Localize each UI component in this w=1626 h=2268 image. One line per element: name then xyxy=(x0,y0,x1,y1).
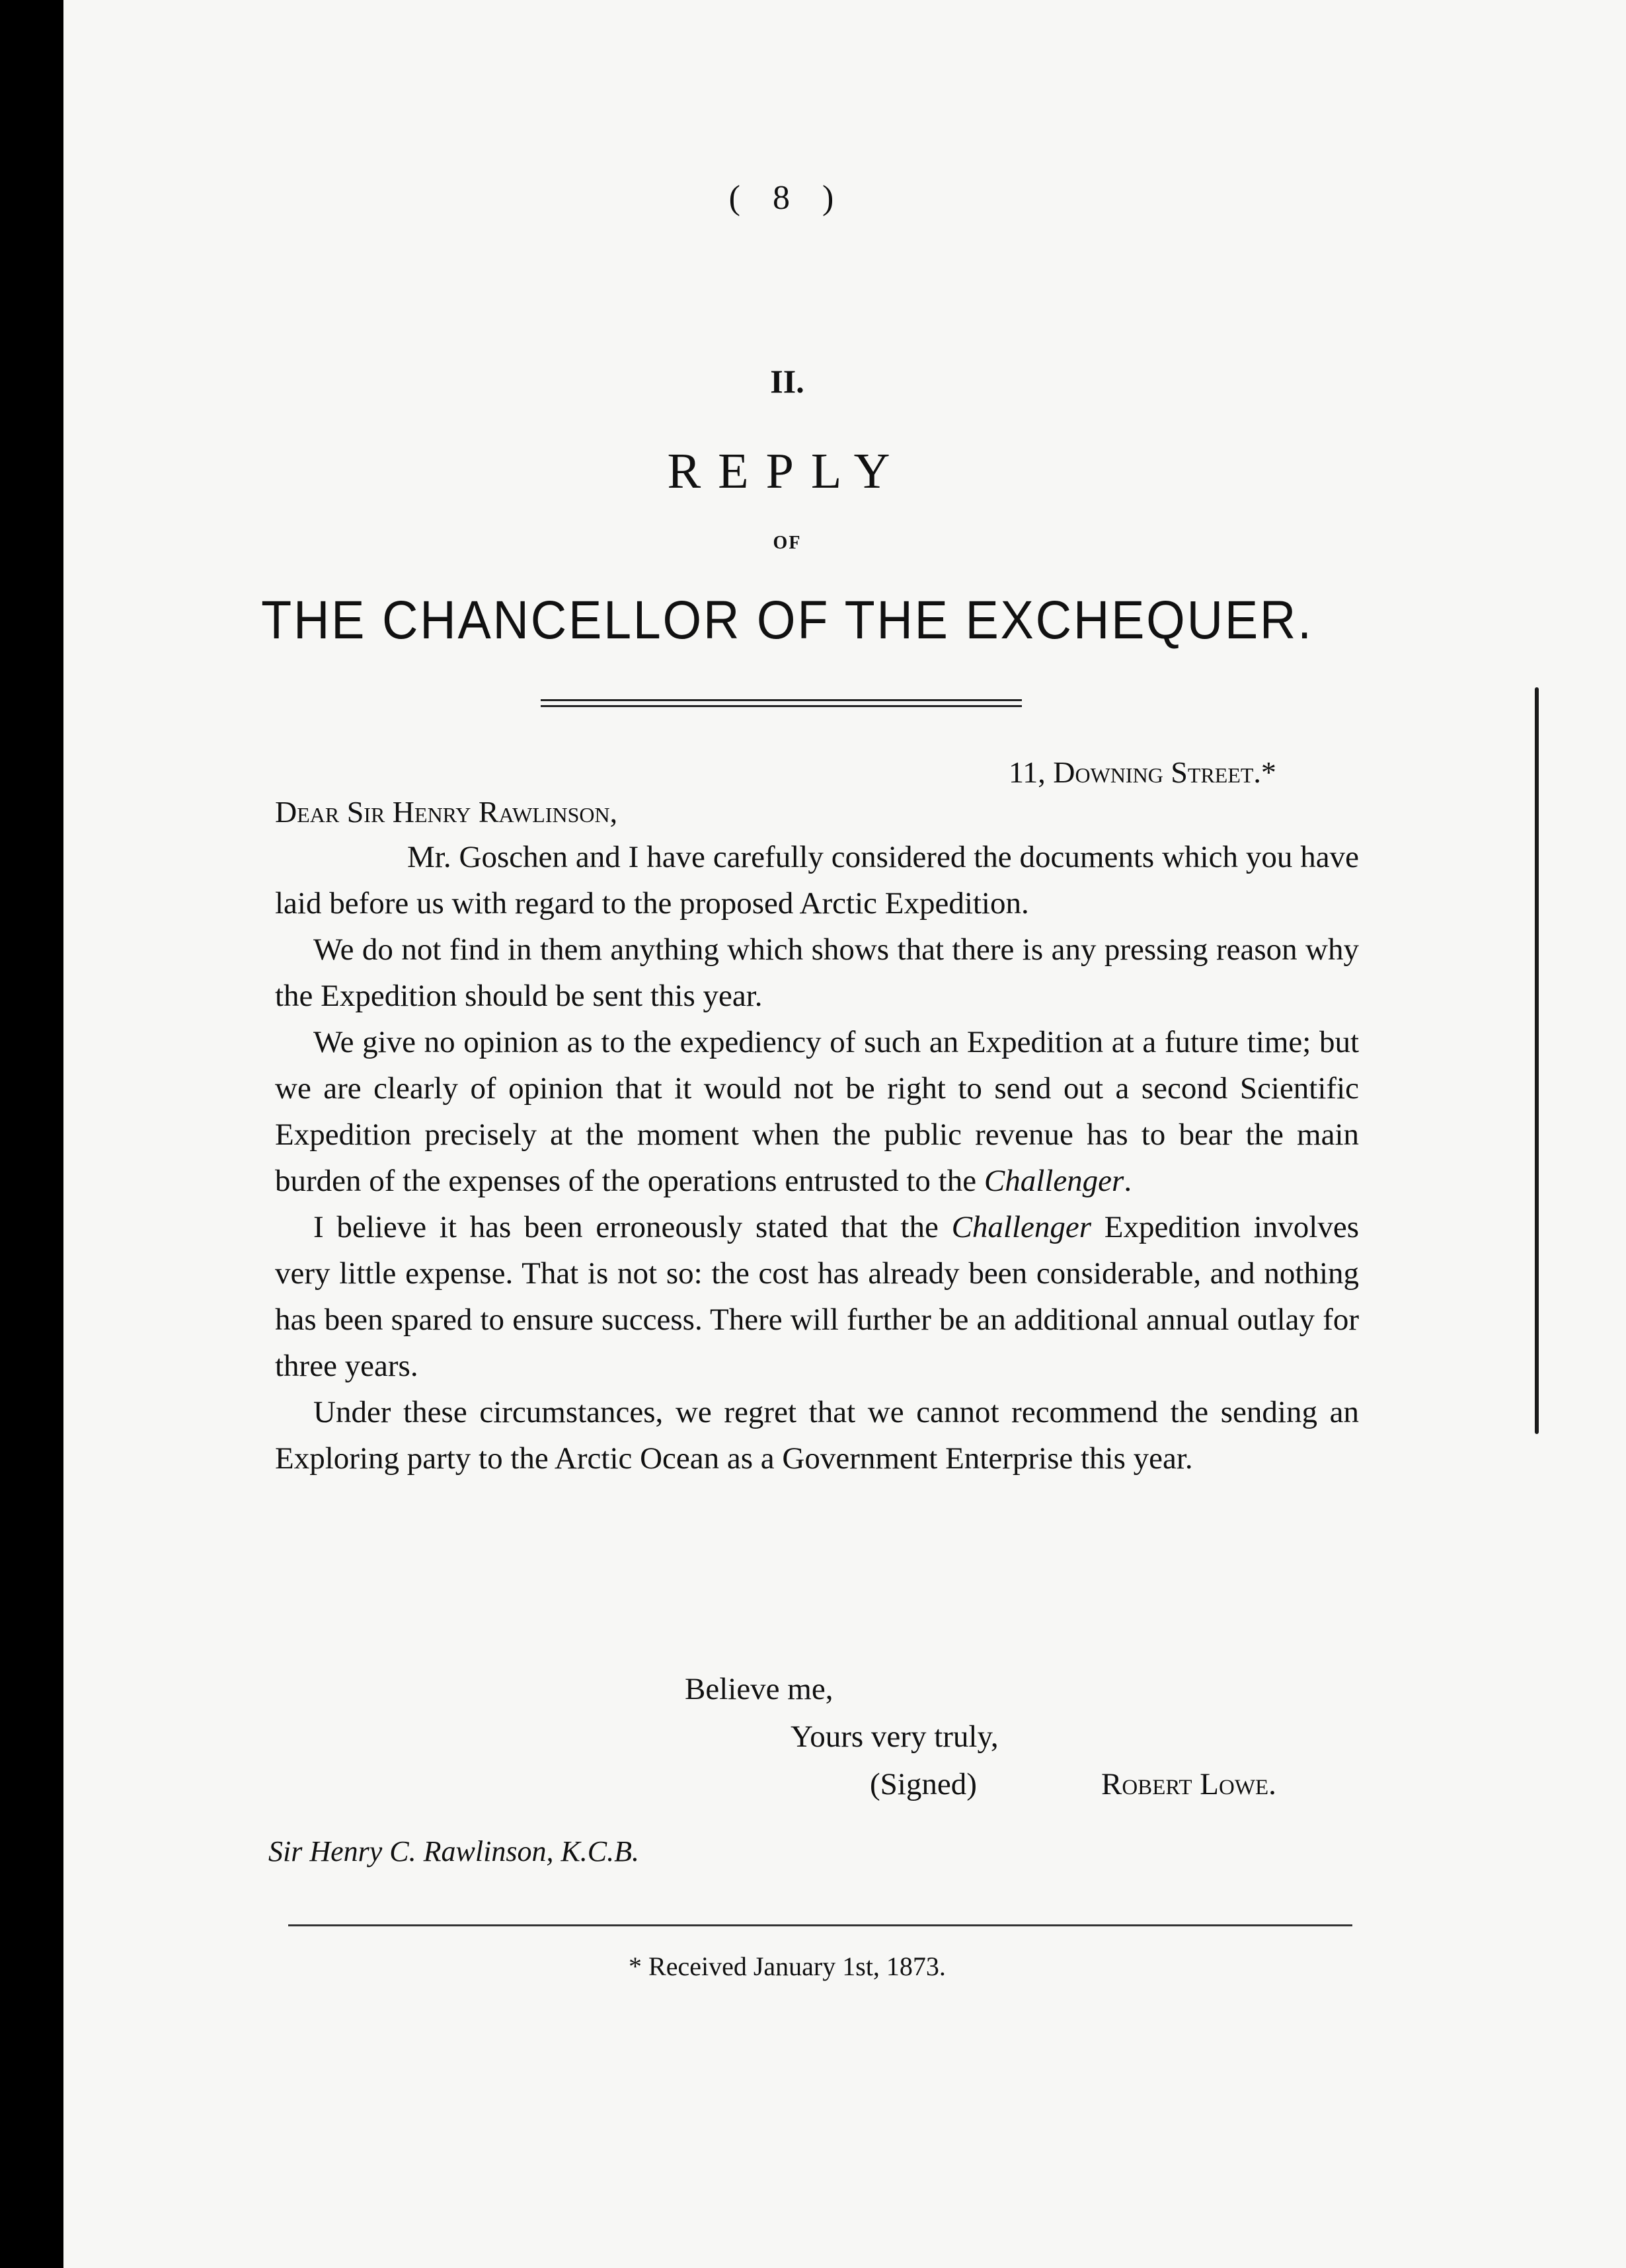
paragraph-4-text: I believe it has been erroneously stated that the xyxy=(313,1210,952,1244)
letter-address: 11, Downing Street.* xyxy=(1009,755,1276,789)
title-reply: REPLY xyxy=(667,443,908,499)
page-number: ( 8 ) xyxy=(728,179,846,217)
letter-addressee: Sir Henry C. Rawlinson, K.C.B. xyxy=(268,1835,640,1868)
paragraph-4-rest: Expedition involves very little expense. That is not so: the cost has already been considerable, and nothing has been spared to ensure success. There will further be an additional annual outlay for three years. xyxy=(275,1210,1359,1383)
letter-salutation: Dear Sir Henry Rawlinson, xyxy=(275,795,618,829)
paragraph-3-end: . xyxy=(1124,1164,1132,1198)
paragraph-5: Under these circumstances, we regret that we cannot recommend the sending an Exploring party to the Arctic Ocean as a Government Enterprise this year. xyxy=(275,1395,1359,1476)
footnote-divider xyxy=(288,1924,1352,1926)
paragraph-1: Mr. Goschen and I have carefully considered the documents which you have laid before us with regard to the proposed Arctic Expedition. xyxy=(275,840,1359,921)
paragraph-3-text: We give no opinion as to the expediency of such an Expedition at a future time; but we are clearly of opinion that it would not be right to send out a second Scientific Expedition precisely at the moment when the public revenue has to bear the main burden of the expenses of the operations entrusted to the xyxy=(275,1025,1359,1198)
letter-body xyxy=(275,834,1359,1482)
signature-name: Robert Lowe. xyxy=(1101,1767,1276,1801)
paragraph-3 xyxy=(275,1019,1359,1204)
paragraph-4 xyxy=(275,1204,1359,1389)
ship-name: Challenger xyxy=(984,1164,1124,1198)
margin-bracket xyxy=(1535,687,1539,1434)
closing-yours: Yours very truly, xyxy=(791,1720,999,1754)
title-office: THE CHANCELLOR OF THE EXCHEQUER. xyxy=(261,590,1313,650)
paragraph-2: We do not find in them anything which shows that there is any pressing reason why the Expedition should be sent this year. xyxy=(275,932,1359,1013)
ship-name: Challenger xyxy=(951,1210,1092,1244)
section-number: II. xyxy=(770,363,804,400)
footnote: * Received January 1st, 1873. xyxy=(629,1951,946,1981)
title-of: OF xyxy=(773,533,802,553)
document-page xyxy=(63,0,1626,2268)
title-divider xyxy=(541,699,1022,707)
closing-believe: Believe me, xyxy=(685,1672,833,1706)
closing-signed: (Signed) xyxy=(870,1767,977,1801)
